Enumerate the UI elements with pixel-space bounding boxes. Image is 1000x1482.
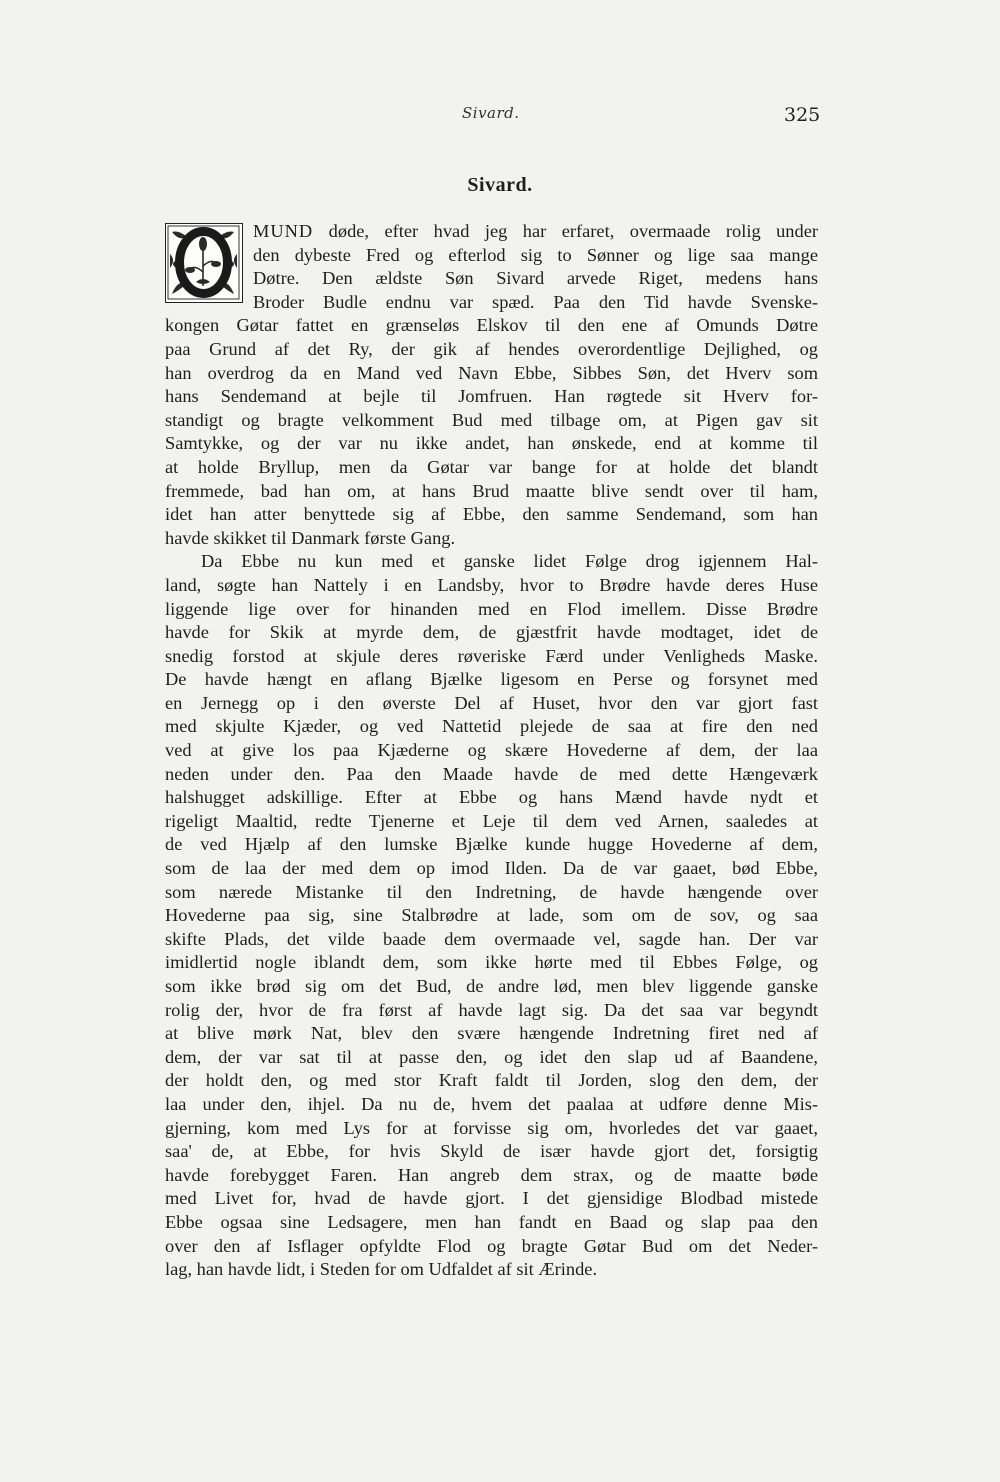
- text-line: skifte Plads, det vilde baade dem overmaade vel, sagde han. Der var: [165, 928, 818, 949]
- text-line: rigeligt Maaltid, redte Tjenerne et Leje til dem ved Arnen, saaledes at: [165, 810, 818, 831]
- text-line: havde for Skik at myrde dem, de gjæstfrit havde modtaget, idet de: [165, 622, 818, 643]
- text-line: havde forebygget Faren. Han angreb dem strax, og de maatte bøde: [165, 1164, 818, 1185]
- text-line: Ebbe ogsaa sine Ledsagere, men han fandt en Baad og slap paa den: [165, 1211, 818, 1232]
- text-line: som ikke brød sig om det Bud, de andre lød, men blev liggende ganske: [165, 976, 818, 996]
- text-line: gjerning, kom med Lys for at forvisse sig om, hvorledes det var gaaet,: [165, 1117, 818, 1138]
- text-line: fremmede, bad han om, at hans Brud maatte blive sendt over til ham,: [165, 480, 818, 501]
- page-number: 325: [784, 104, 821, 126]
- text-line: Døtre. Den ældste Søn Sivard arvede Riget, medens hans: [253, 268, 818, 289]
- text-line: at holde Bryllup, men da Gøtar var bange for at holde det blandt: [165, 456, 818, 477]
- text-line: imidlertid nogle iblandt dem, som ikke hørte med til Ebbes Følge, og: [165, 952, 818, 973]
- text-line-content: døde, efter hvad jeg har erfaret, overmaade rolig under: [328, 221, 818, 241]
- text-line: at blive mørk Nat, blev den svære hængende Indretning firet ned af: [165, 1023, 818, 1044]
- text-line: neden under den. Paa den Maade havde de med dette Hængeværk: [165, 763, 818, 784]
- text-line: Hovederne paa sig, sine Stalbrødre at lade, som om de sov, og saa: [165, 905, 818, 926]
- text-line: havde skikket til Danmark første Gang.: [165, 527, 456, 548]
- text-line: laa under den, ihjel. Da nu de, hvem det paalaa at udføre denne Mis-: [165, 1093, 818, 1114]
- running-title: Sivard.: [462, 104, 520, 122]
- text-line: der holdt den, og med stor Kraft faldt til Jorden, slog den dem, der: [165, 1070, 818, 1091]
- text-line: den dybeste Fred og efterlod sig to Sønner og lige saa mange: [253, 244, 818, 265]
- text-line: som nærede Mistanke til den Indretning, de havde hængende over: [165, 881, 818, 902]
- drop-cap-ornament: [165, 223, 243, 303]
- text-line: ved at give los paa Kjæderne og skære Hovederne af dem, der laa: [165, 740, 818, 761]
- text-line: kongen Gøtar fattet en grænseløs Elskov til den ene af Omunds Døtre: [165, 315, 818, 336]
- paragraph-2: [165, 550, 818, 1281]
- first-word-rest: MUND: [253, 221, 314, 241]
- text-line: han overdrog da en Mand ved Navn Ebbe, Sibbes Søn, det Hverv som: [165, 362, 818, 383]
- text-line: saa' de, at Ebbe, for hvis Skyld de især havde gjort det, forsigtig: [165, 1141, 818, 1162]
- text-line: land, søgte han Nattely i en Landsby, hvor to Brødre havde deres Huse: [165, 574, 818, 595]
- paragraph-1: [165, 220, 818, 550]
- text-line: hans Sendemand at bejle til Jomfruen. Han røgtede sit Hverv for-: [165, 386, 818, 407]
- chapter-title: Sivard.: [467, 174, 533, 196]
- text-line: de ved Hjælp af den lumske Bjælke kunde hugge Hovederne af dem,: [165, 834, 818, 855]
- text-line: som de laa der med dem op imod Ilden. Da de var gaaet, bød Ebbe,: [165, 858, 818, 879]
- text-line: De havde hængt en aflang Bjælke ligesom en Perse og forsynet med: [165, 669, 818, 690]
- text-line: Samtykke, og der var nu ikke andet, han ønskede, end at komme til: [165, 433, 818, 454]
- text-line: med skjulte Kjæder, og ved Nattetid plejede de saa at fire den ned: [165, 716, 818, 737]
- text-line: rolig der, hvor de fra først af havde lagt sig. Da det saa var begyndt: [165, 999, 818, 1020]
- text-line: en Jernegg op i den øverste Del af Huset, hvor den var gjort fast: [165, 692, 818, 713]
- text-line: med Livet for, hvad de havde gjort. I det gjensidige Blodbad mistede: [165, 1188, 818, 1209]
- text-line: [253, 220, 818, 244]
- text-line: Da Ebbe nu kun med et ganske lidet Følge drog igjennem Hal-: [201, 551, 818, 572]
- text-line: Broder Budle endnu var spæd. Paa den Tid havde Svenske-: [253, 291, 818, 312]
- text-line: standigt og bragte velkomment Bud med tilbage om, at Pigen gav sit: [165, 409, 818, 430]
- text-line: idet han atter benyttede sig af Ebbe, den samme Sendemand, som han: [165, 504, 818, 525]
- text-line: dem, der var sat til at passe den, og idet den slap ud af Baandene,: [165, 1046, 818, 1067]
- text-line: lag, han havde lidt, i Steden for om Udfaldet af sit Ærinde.: [165, 1259, 598, 1280]
- text-line: over den af Isflager opfyldte Flod og bragte Gøtar Bud om det Neder-: [165, 1235, 818, 1256]
- floral-initial-icon: [166, 224, 241, 301]
- text-line: liggende lige over for hinanden med en Flod imellem. Disse Brødre: [165, 598, 818, 619]
- text-line: paa Grund af det Ry, der gik af hendes overordentlige Dejlighed, og: [165, 338, 818, 359]
- text-line: halshugget adskillige. Efter at Ebbe og hans Mænd havde nydt et: [165, 787, 818, 808]
- body-text: [165, 220, 818, 1282]
- running-head: [0, 104, 1000, 134]
- text-line: snedig forstod at skjule deres røveriske Færd under Venligheds Maske.: [165, 645, 818, 666]
